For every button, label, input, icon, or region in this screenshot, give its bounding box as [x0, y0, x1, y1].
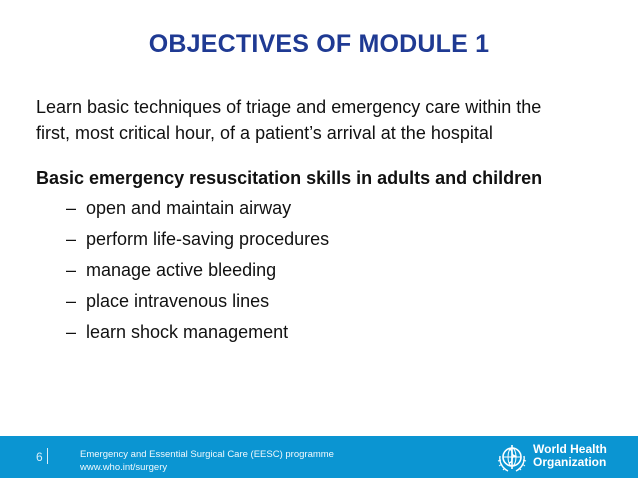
bullet-text: manage active bleeding — [86, 260, 277, 280]
who-name-line-2: Organization — [533, 455, 607, 469]
footer-bar — [0, 436, 638, 478]
intro-paragraph — [36, 94, 611, 146]
who-wordmark — [533, 443, 607, 469]
list-item — [66, 291, 329, 322]
bullet-list — [66, 198, 329, 353]
bullet-text: place intravenous lines — [86, 291, 270, 311]
bullet-dash: – — [66, 322, 77, 342]
list-item — [66, 229, 329, 260]
section-heading: Basic emergency resuscitation skills in adults and children — [36, 168, 543, 188]
bullet-text: perform life-saving procedures — [86, 229, 330, 249]
list-item — [66, 198, 329, 229]
bullet-dash: – — [66, 229, 77, 249]
who-emblem-icon — [496, 442, 528, 474]
programme-name: Emergency and Essential Surgical Care (EESC) programme — [80, 449, 334, 460]
page-separator — [47, 448, 48, 464]
intro-line-1: Learn basic techniques of triage and emergency care within the — [36, 97, 542, 117]
page-number: 6 — [36, 450, 43, 464]
bullet-dash: – — [66, 260, 77, 280]
intro-line-2: first, most critical hour, of a patient’s arrival at the hospital — [36, 123, 493, 143]
list-item — [66, 260, 329, 291]
bullet-text: open and maintain airway — [86, 198, 292, 218]
slide-title: OBJECTIVES OF MODULE 1 — [148, 30, 490, 58]
who-name-line-1: World Health — [533, 442, 607, 456]
programme-info — [80, 448, 334, 474]
bullet-dash: – — [66, 198, 77, 218]
bullet-text: learn shock management — [86, 322, 289, 342]
bullet-dash: – — [66, 291, 77, 311]
list-item — [66, 322, 329, 353]
programme-url[interactable]: www.who.int/surgery — [80, 462, 168, 473]
